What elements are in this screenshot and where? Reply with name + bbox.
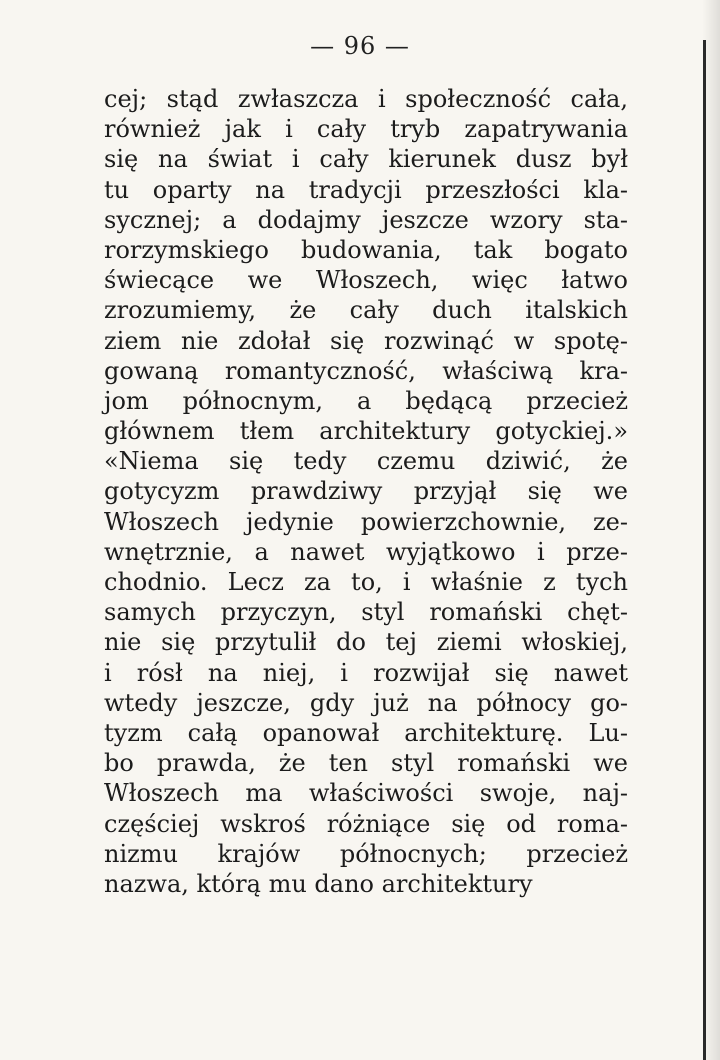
text-line: się na świat i cały kierunek dusz był [104, 145, 628, 174]
text-line: gowaną romantyczność, właściwą kra- [104, 356, 628, 385]
body-text [104, 84, 628, 899]
text-line: chodnio. Lecz za to, i właśnie z tych [104, 568, 628, 596]
text-line: ziem nie zdołał się rozwinąć w spotę- [104, 326, 628, 355]
text-line: wnętrznie, a nawet wyjątkowo i prze- [104, 537, 628, 566]
text-line: jom północnym, a będącą przecież [104, 386, 628, 415]
text-line: sycznej; a dodajmy jeszcze wzory sta- [104, 205, 628, 234]
text-line: świecące we Włoszech, więc łatwo [104, 266, 628, 295]
text-line: samych przyczyn, styl romański chęt- [104, 598, 628, 627]
text-line: nizmu krajów północnych; przecież [104, 839, 628, 868]
text-line: «Niema się tedy czemu dziwić, że [104, 447, 628, 476]
text-line: wtedy jeszcze, gdy już na północy go- [104, 688, 628, 717]
text-line: Włoszech jedynie powierzchownie, ze- [104, 507, 628, 536]
text-line: bo prawda, że ten styl romański we [104, 749, 628, 778]
text-line: rorzymskiego budowania, tak bogato [104, 235, 628, 264]
text-line: głównem tłem architektury gotyckiej.» [104, 417, 628, 446]
text-line: również jak i cały tryb zapatrywania [104, 115, 628, 144]
page-number-header: — 96 — [310, 32, 410, 60]
text-line: Włoszech ma właściwości swoje, naj- [104, 779, 628, 808]
text-line: nazwa, którą mu dano architektury [104, 869, 533, 898]
text-line: gotycyzm prawdziwy przyjął się we [104, 477, 628, 506]
text-line: tu oparty na tradycji przeszłości kla- [104, 175, 628, 204]
text-line: tyzm całą opanował architekturę. Lu- [104, 718, 628, 747]
text-line: zrozumiemy, że cały duch italskich [104, 296, 628, 325]
text-line: cej; stąd zwłaszcza i społeczność cała, [104, 85, 628, 113]
text-line: nie się przytulił do tej ziemi włoskiej, [104, 628, 628, 657]
text-line: i rósł na niej, i rozwijał się nawet [104, 658, 628, 687]
page-edge-line [703, 40, 706, 1060]
text-line: częściej wskroś różniące się od roma- [104, 809, 628, 838]
